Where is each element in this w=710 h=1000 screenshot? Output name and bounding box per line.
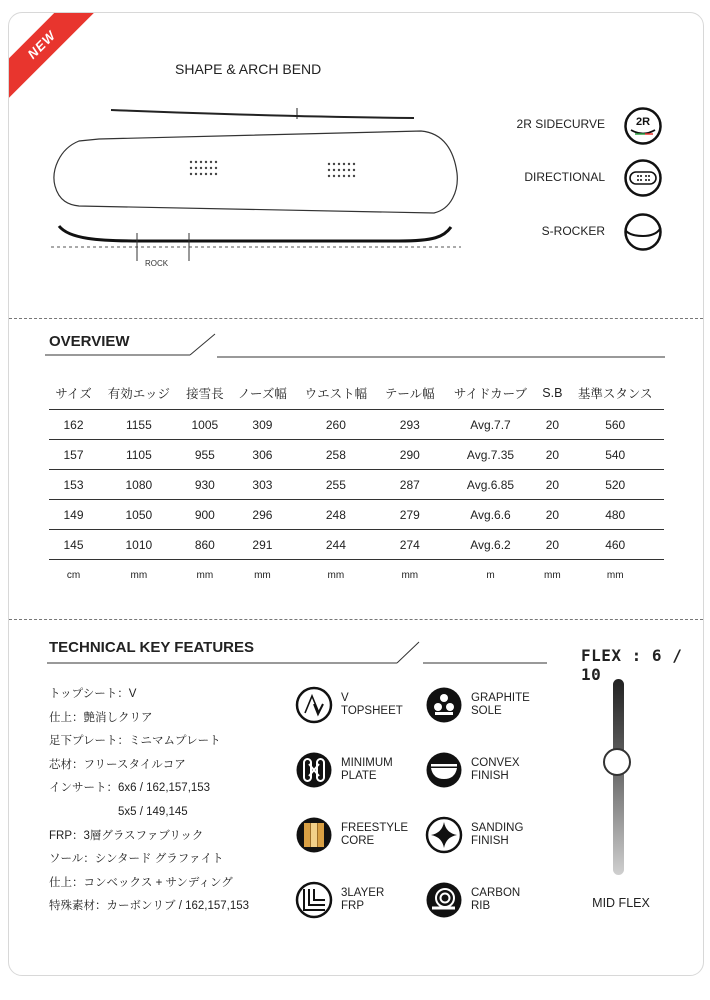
feature-carbon-rib <box>425 881 551 919</box>
table-cell: Avg.7.35 <box>443 440 539 470</box>
spec-line: FRP：3層グラスファブリック <box>49 829 204 842</box>
table-cell: 291 <box>230 530 295 560</box>
unit-cell: mm <box>254 569 271 581</box>
spec-line: トップシート：V <box>49 688 137 700</box>
minimum-plate-icon <box>295 751 333 789</box>
table-cell: 255 <box>295 470 377 500</box>
table-cell: 520 <box>566 470 664 500</box>
3layer-frp-icon <box>295 881 333 919</box>
table-cell: 1080 <box>98 470 180 500</box>
table-cell: 20 <box>538 470 566 500</box>
header-reference-stance: 基準スタンス <box>566 377 664 410</box>
header-waist-width: ウエスト幅 <box>295 377 377 410</box>
flex-slider-track <box>613 679 624 875</box>
table-cell: 20 <box>538 500 566 530</box>
feature-3layer-frp <box>295 881 421 919</box>
table-cell: 900 <box>180 500 230 530</box>
table-cell: 290 <box>377 440 443 470</box>
spec-table-header <box>49 377 664 410</box>
unit-cell: mm <box>544 569 561 581</box>
spec-line: 足下プレート：ミニマムプレート <box>49 735 221 748</box>
table-row <box>49 500 664 530</box>
table-cell: 287 <box>377 470 443 500</box>
table-row <box>49 530 664 560</box>
table-row <box>49 410 664 440</box>
feature-convex-finish <box>425 751 551 789</box>
table-cell: 145 <box>49 530 98 560</box>
table-cell: 460 <box>566 530 664 560</box>
header-tail-width: テール幅 <box>377 377 443 410</box>
table-cell: 293 <box>377 410 443 440</box>
feature-sanding-finish <box>425 816 551 854</box>
section-divider-1 <box>9 318 703 319</box>
table-cell: 1105 <box>98 440 180 470</box>
flex-title: FLEX : 6 / 10 <box>581 646 683 684</box>
header-setback: S.B <box>538 377 566 410</box>
sanding-finish-icon <box>425 816 463 854</box>
table-cell: 1005 <box>180 410 230 440</box>
table-cell: 930 <box>180 470 230 500</box>
spec-line: 仕上：コンベックス + サンディング <box>49 876 233 889</box>
table-cell: 248 <box>295 500 377 530</box>
technical-title: TECHNICAL KEY FEATURES <box>49 639 255 656</box>
unit-cell: mm <box>196 569 214 581</box>
table-cell: 860 <box>180 530 230 560</box>
rock-label: ROCK <box>145 259 169 268</box>
feature-graphite-sole <box>425 686 551 724</box>
table-cell: Avg.6.6 <box>443 500 539 530</box>
section-divider-2 <box>9 619 703 620</box>
convex-finish-icon <box>425 751 463 789</box>
feature-v-topsheet <box>295 686 421 724</box>
feature-label: SANDING FINISH <box>471 822 524 847</box>
feature-label: V TOPSHEET <box>341 692 403 717</box>
s-rocker-icon <box>623 212 663 252</box>
table-cell: 244 <box>295 530 377 560</box>
unit-cell: cm <box>66 569 81 581</box>
product-spec-card <box>8 12 704 976</box>
feature-label: 3LAYER FRP <box>341 887 385 912</box>
table-cell: 20 <box>538 440 566 470</box>
header-size: サイズ <box>49 377 98 410</box>
graphite-sole-icon <box>425 686 463 724</box>
feature-label: CARBON RIB <box>471 887 521 912</box>
table-cell: 153 <box>49 470 98 500</box>
unit-cell: mm <box>130 569 148 581</box>
unit-cell: mm <box>606 569 624 581</box>
table-cell: 149 <box>49 500 98 530</box>
v-topsheet-icon <box>295 686 333 724</box>
table-cell: 157 <box>49 440 98 470</box>
feature-label: MINIMUM PLATE <box>341 757 393 782</box>
table-cell: 560 <box>566 410 664 440</box>
overview-title: OVERVIEW <box>49 333 130 350</box>
units-row <box>49 560 664 591</box>
table-cell: 258 <box>295 440 377 470</box>
board-shape-diagram <box>39 101 469 261</box>
table-cell: 540 <box>566 440 664 470</box>
spec-line: インサート：6x6 / 162,157,153 <box>49 782 211 795</box>
header-effective-edge: 有効エッジ <box>98 377 180 410</box>
header-nose-width: ノーズ幅 <box>230 377 295 410</box>
table-cell: 20 <box>538 410 566 440</box>
table-cell: 1155 <box>98 410 180 440</box>
feature-minimum-plate <box>295 751 421 789</box>
freestyle-core-icon <box>295 816 333 854</box>
spec-line: 仕上：艶消しクリア <box>49 711 153 724</box>
table-cell: 162 <box>49 410 98 440</box>
unit-cell: mm <box>327 569 345 581</box>
table-cell: 279 <box>377 500 443 530</box>
technical-spec-list <box>49 683 249 919</box>
spec-line: 特殊素材：カーボンリブ / 162,157,153 <box>49 900 250 913</box>
table-cell: 20 <box>538 530 566 560</box>
table-cell: Avg.7.7 <box>443 410 539 440</box>
table-cell: 1050 <box>98 500 180 530</box>
table-cell: 303 <box>230 470 295 500</box>
new-badge: NEW <box>8 12 112 115</box>
table-row <box>49 470 664 500</box>
table-cell: 260 <box>295 410 377 440</box>
legend-2r-sidecurve-label: 2R SIDECURVE <box>516 117 605 131</box>
spec-table <box>49 377 664 590</box>
feature-label: CONVEX FINISH <box>471 757 520 782</box>
table-cell: 1010 <box>98 530 180 560</box>
svg-text:2R: 2R <box>635 116 651 128</box>
directional-icon <box>623 158 663 198</box>
table-cell: 296 <box>230 500 295 530</box>
table-cell: Avg.6.85 <box>443 470 539 500</box>
shape-title: SHAPE & ARCH BEND <box>175 61 322 77</box>
table-cell: 274 <box>377 530 443 560</box>
header-contact-length: 接雪長 <box>180 377 230 410</box>
unit-cell: mm <box>401 569 419 581</box>
table-row <box>49 440 664 470</box>
table-cell: 306 <box>230 440 295 470</box>
legend-directional-label: DIRECTIONAL <box>524 170 605 184</box>
feature-freestyle-core <box>295 816 421 854</box>
legend-s-rocker-label: S-ROCKER <box>541 224 605 238</box>
feature-label: FREESTYLE CORE <box>341 822 409 847</box>
table-cell: 309 <box>230 410 295 440</box>
technical-title-underline <box>47 639 547 669</box>
flex-slider-knob <box>603 748 631 776</box>
spec-line: 5x5 / 149,145 <box>49 805 188 818</box>
spec-line: ソール：シンタード グラファイト <box>49 853 224 866</box>
unit-cell: m <box>486 569 495 581</box>
table-cell: 955 <box>180 440 230 470</box>
header-sidecurve: サイドカーブ <box>443 377 539 410</box>
2r-sidecurve-icon <box>623 106 663 146</box>
carbon-rib-icon <box>425 881 463 919</box>
table-cell: 480 <box>566 500 664 530</box>
overview-title-underline <box>45 331 665 361</box>
spec-line: 芯材：フリースタイルコア <box>49 758 186 771</box>
table-cell: Avg.6.2 <box>443 530 539 560</box>
feature-label: GRAPHITE SOLE <box>471 692 530 717</box>
flex-level-label: MID FLEX <box>592 896 650 910</box>
